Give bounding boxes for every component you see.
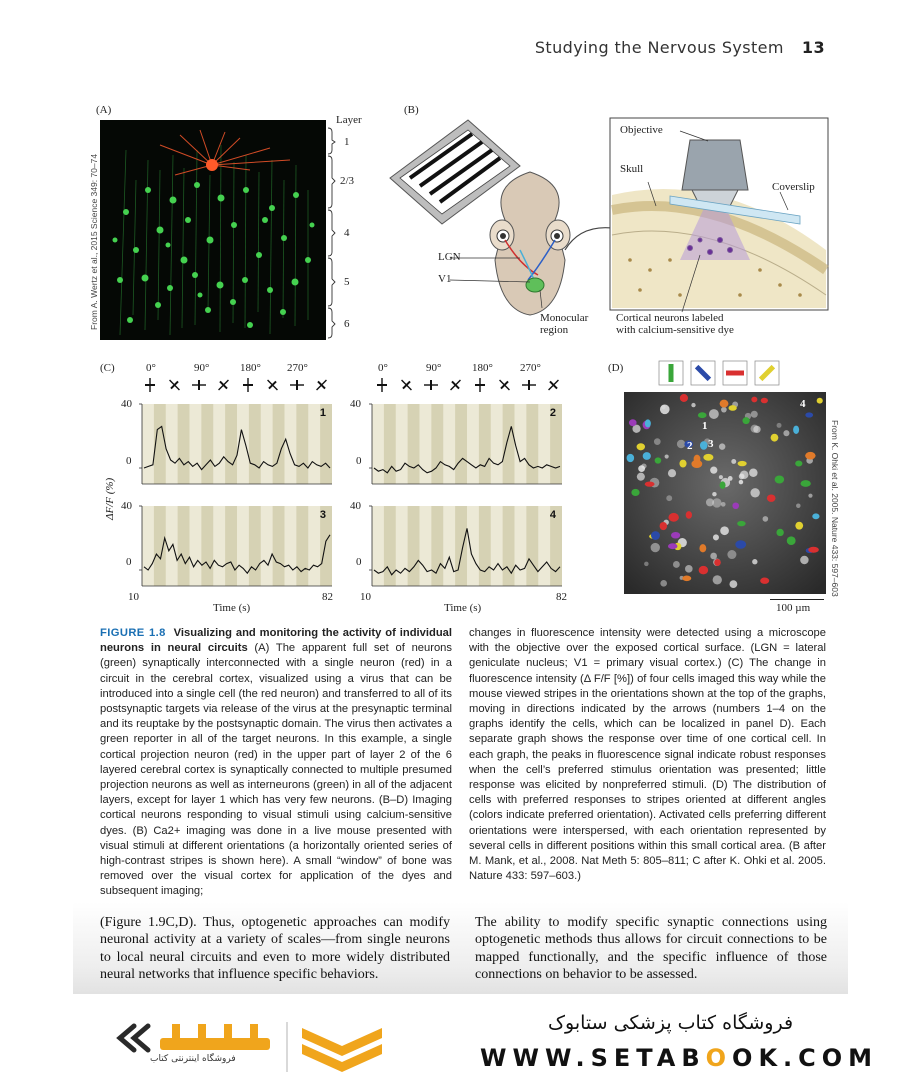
left-xtick-82: 82	[322, 591, 333, 603]
unlabeled-cell	[673, 561, 680, 568]
colored-cell	[668, 543, 677, 549]
stimulus-band	[273, 404, 285, 484]
colored-cell	[699, 544, 706, 552]
colored-cell	[643, 452, 651, 460]
orientation-icon	[398, 377, 415, 394]
unlabeled-cell	[654, 438, 661, 445]
site-accent-o: O	[705, 1044, 733, 1072]
colored-cell	[729, 405, 737, 411]
stimulus-band	[225, 404, 237, 484]
unlabeled-cell	[749, 469, 758, 478]
mouse-head	[490, 172, 570, 315]
colored-cell	[714, 559, 721, 566]
stimulus-band	[296, 506, 308, 586]
stimulus-band	[296, 404, 308, 484]
orient-left-90: 90°	[194, 362, 210, 374]
g3-ytick-40: 40	[121, 500, 132, 512]
unlabeled-cell	[750, 488, 759, 497]
cells-map-svg	[624, 392, 826, 594]
colored-cell	[767, 494, 776, 501]
orientation-icon	[290, 380, 304, 390]
g2-ytick-40: 40	[350, 398, 361, 410]
page-number: 13	[801, 38, 825, 57]
layer-4: 4	[344, 227, 350, 239]
colored-cell	[776, 529, 783, 536]
colored-cell	[795, 522, 803, 530]
unlabeled-cell	[800, 556, 808, 564]
panel-b-diagram	[380, 110, 835, 350]
orient-right-90: 90°	[426, 362, 442, 374]
stimulus-band	[479, 404, 491, 484]
panel-a-credit: From A. Wertz et al., 2015 Science 349: 70–74	[89, 153, 99, 330]
colored-cell	[679, 460, 686, 468]
unlabeled-cell	[668, 469, 676, 477]
cell-number-3: 3	[708, 438, 714, 450]
colored-cell	[805, 412, 813, 417]
colored-cell	[686, 511, 692, 519]
colored-cell	[660, 522, 667, 530]
colored-cell	[668, 513, 678, 522]
stimulus-band	[431, 506, 443, 586]
colored-cell	[645, 419, 651, 427]
colored-cell	[682, 575, 691, 581]
layer-2-3: 2/3	[340, 175, 355, 187]
graph-cell-number: 2	[549, 407, 556, 419]
label-monocular: Monocular	[540, 312, 589, 324]
stripe-monitor	[390, 120, 520, 224]
unlabeled-cell	[763, 516, 769, 522]
colored-cell	[720, 481, 726, 488]
colored-cell	[795, 460, 802, 466]
orientation-icon	[496, 377, 513, 394]
graph-cell-number: 4	[549, 509, 556, 521]
unlabeled-cell	[638, 465, 645, 472]
layer-6: 6	[344, 318, 350, 330]
stimulus-band	[408, 506, 420, 586]
unlabeled-cell	[713, 534, 719, 540]
stripe-legend	[655, 360, 785, 386]
site-part-1: WWW.SETAB	[480, 1044, 706, 1072]
unlabeled-cell	[677, 440, 685, 448]
panel-c-ylabel: ΔF/F (%)	[104, 477, 116, 520]
layer-brackets	[326, 126, 340, 340]
label-v1: V1	[438, 273, 452, 285]
stimulus-band	[503, 506, 515, 586]
unlabeled-cell	[721, 502, 726, 507]
colored-cell	[801, 480, 811, 487]
graph-cell-number: 1	[319, 407, 326, 419]
cell-number-4: 4	[800, 398, 806, 410]
unlabeled-cell	[777, 423, 782, 428]
unlabeled-cell	[752, 559, 757, 564]
unlabeled-cell	[727, 550, 736, 559]
orient-left-180: 180°	[240, 362, 261, 374]
caption-text-2: changes in fluorescence intensity were detected using a microscope with the objective over the exposed cortical surface. (LGN = lateral geniculate nucleus; V1 = primary visual cortex.) (C) The change in fluorescence intensity (Δ F/F [%]) of four cells imaged this way while the mouse viewed stripes in the orientations shown at the top of the graphs, moving in directions indicated by the arrows (numbers 1–4 on the graphs identify the cells, which can be localized in panel D). Each separate graph shows the response over time of one cortical cell. In each graph, the peaks in fluorescence signal indicate robust responses when the cell’s preferred stimulus orientation was presented; little response was elicited by nonpreferred stimuli. (D) The distribution of cells with preferred responses to stripes oriented at different angles (colors indicate preferred orientation). Activated cells preferring different orientations were interspersed, with each orientation represented by several cells in different positions within this small cortical area. (B after M. Mank, et al., 2008. Nat Meth 5: 805–811; C after K. Ohki et al. 2005. Nature 433: 597–603.)	[469, 627, 826, 883]
logo-subtitle: فروشگاه اینترنتی کتاب	[150, 1054, 236, 1064]
colored-cell	[793, 426, 799, 434]
stimulus-band	[273, 506, 285, 586]
unlabeled-cell	[783, 430, 789, 436]
colored-cell	[720, 400, 729, 408]
unlabeled-cell	[637, 473, 645, 481]
body-right-paragraph: The ability to modify specific synaptic connections using optogenetic methods thus allows for circuit connections to be mapped functionally, and the specific influence of those connections on behavior to be assessed.	[475, 915, 827, 983]
orientation-icons-right	[370, 374, 570, 396]
graph-cell-number: 3	[319, 509, 326, 521]
cell-number-1: 1	[702, 420, 708, 432]
panel-b-label: (B)	[404, 104, 419, 116]
panel-c-label: (C)	[100, 362, 115, 374]
unlabeled-cell	[721, 407, 727, 413]
unlabeled-cell	[665, 454, 669, 458]
response-graph	[139, 404, 332, 484]
orient-right-270: 270°	[520, 362, 541, 374]
colored-cell	[637, 443, 645, 450]
colored-cell	[760, 578, 769, 584]
unlabeled-cell	[691, 403, 695, 407]
orientation-icon	[264, 377, 281, 394]
section-title: Studying the Nervous System	[534, 38, 784, 57]
response-graph	[139, 506, 332, 586]
left-xlabel: Time (s)	[213, 602, 251, 614]
right-xtick-10: 10	[360, 591, 371, 603]
orient-left-0: 0°	[146, 362, 156, 374]
g4-ytick-0: 0	[356, 556, 362, 568]
colored-cell	[651, 531, 660, 540]
unlabeled-cell	[710, 467, 717, 474]
response-graph	[369, 404, 562, 484]
stimulus-band	[503, 404, 515, 484]
store-title: فروشگاه کتاب پزشکی ستابوک	[548, 1012, 794, 1034]
stimulus-band	[249, 506, 261, 586]
stimulus-band	[455, 404, 467, 484]
colored-cell	[775, 475, 785, 483]
neuron-micrograph-svg	[100, 120, 326, 340]
label-coverslip: Coverslip	[772, 181, 815, 193]
scale-bar-label: 100 µm	[776, 602, 811, 614]
stimulus-band	[526, 506, 538, 586]
unlabeled-cell	[719, 475, 723, 479]
colored-cell	[671, 532, 680, 539]
panel-a-label: (A)	[96, 104, 112, 116]
stimulus-band	[154, 506, 166, 586]
g1-ytick-40: 40	[121, 398, 132, 410]
orientation-icon	[545, 377, 562, 394]
colored-cell	[817, 398, 823, 404]
orientation-icon	[166, 377, 183, 394]
unlabeled-cell	[751, 425, 759, 433]
unlabeled-cell	[651, 543, 660, 552]
colored-cell	[738, 461, 747, 466]
stimulus-band	[178, 506, 190, 586]
label-lgn: LGN	[438, 251, 461, 263]
panel-a-micrograph	[100, 120, 326, 340]
colored-cell	[761, 398, 768, 403]
unlabeled-cell	[685, 565, 693, 573]
g3-ytick-0: 0	[126, 556, 132, 568]
colored-cell	[737, 521, 745, 526]
colored-cell	[699, 566, 708, 574]
panel-d-label: (D)	[608, 362, 624, 374]
stimulus-band	[431, 404, 443, 484]
label-cortical-2: with calcium-sensitive dye	[616, 324, 734, 336]
colored-cell	[680, 394, 688, 402]
orientation-icons-left	[138, 374, 338, 396]
stimulus-band	[201, 506, 213, 586]
colored-cell	[631, 489, 639, 496]
caption-text-1: (A) The apparent full set of neurons (green) synaptically interconnected with a single neuron (red) in a circuit in the cerebral cortex, visualized using a virus that can be introduced into a single cell (the red neuron) and transferred to all of its postsynaptic targets via release of the virus at the presynaptic terminal and its reuptake by the postsynaptic domain. The virus then activates a green reporter in all of the target neurons. In this example, a single cortical projection neuron (red) in the upper part of layer 2 of the 6 layered cerebral cortex is synaptically connected to multiple presumed projection neurons as well as interneurons (green) in all of the adjacent layers, except for layer 1 which has very few neurons. (B–D) Imaging cortical neurons responding to visual stimuli using calcium-sensitive dyes. (B) Ca2+ imaging was done in a live mouse presented with visual stimuli at different orientations (a horizontally oriented series of high-contrast stripes is shown here). A small “window” of bone was removed over the visual cortex for application of the dyes and subsequent imaging;	[100, 642, 452, 898]
site-part-2: OK.COM	[732, 1044, 879, 1072]
g1-ytick-0: 0	[126, 455, 132, 467]
unlabeled-cell	[719, 443, 725, 449]
figure-number: FIGURE 1.8	[100, 627, 166, 639]
orientation-icon	[447, 377, 464, 394]
unlabeled-cell	[796, 503, 801, 508]
figure-title: Visualizing and monitoring the activity of individual neurons in neural circuits	[100, 627, 452, 655]
legend-stripe	[726, 371, 744, 376]
orientation-icon	[377, 378, 387, 392]
legend-stripe	[669, 364, 674, 382]
colored-cell	[629, 419, 637, 426]
unlabeled-cell	[709, 409, 719, 419]
stimulus-band	[408, 404, 420, 484]
unlabeled-cell	[710, 553, 717, 560]
unlabeled-cell	[731, 459, 736, 464]
unlabeled-cell	[720, 526, 729, 535]
stimulus-band	[249, 404, 261, 484]
body-left-paragraph: (Figure 1.9C,D). Thus, optogenetic approaches can modify neuronal activity at a variety of scales—from single neurons to local neural circuits and even to more widely distributed neural networks that influence specific behaviors.	[100, 915, 450, 983]
orientation-icon	[243, 378, 253, 392]
scale-bar	[770, 599, 824, 600]
colored-cell	[751, 397, 757, 403]
right-xlabel: Time (s)	[444, 602, 482, 614]
orientation-icon	[424, 380, 438, 390]
stimulus-band	[178, 404, 190, 484]
store-website	[480, 1044, 878, 1072]
colored-cell	[700, 441, 708, 450]
unlabeled-cell	[751, 411, 758, 418]
colored-cell	[691, 460, 702, 468]
cortex-inset	[610, 118, 828, 312]
label-skull: Skull	[620, 163, 644, 175]
setabook-logo	[112, 1016, 387, 1076]
colored-cell	[787, 536, 796, 545]
unlabeled-cell	[644, 562, 648, 566]
response-graph	[369, 506, 562, 586]
orientation-icon	[475, 378, 485, 392]
colored-cell	[808, 547, 819, 553]
stimulus-band	[201, 404, 213, 484]
orientation-icon	[145, 378, 155, 392]
colored-cell	[735, 540, 746, 549]
orient-left-270: 270°	[287, 362, 308, 374]
stimulus-band	[455, 506, 467, 586]
unlabeled-cell	[729, 580, 737, 588]
layer-5: 5	[344, 276, 350, 288]
label-region: region	[540, 324, 569, 336]
g2-ytick-0: 0	[356, 455, 362, 467]
right-xtick-82: 82	[556, 591, 567, 603]
layer-title: Layer	[336, 114, 362, 126]
g4-ytick-40: 40	[350, 500, 361, 512]
colored-cell	[742, 417, 749, 424]
stimulus-band	[526, 404, 538, 484]
left-xtick-10: 10	[128, 591, 139, 603]
stimulus-band	[225, 506, 237, 586]
caption-column-1	[100, 626, 452, 900]
colored-cell	[805, 452, 815, 460]
orient-right-0: 0°	[378, 362, 388, 374]
unlabeled-cell	[712, 492, 716, 496]
colored-cell	[645, 482, 655, 487]
label-objective: Objective	[620, 124, 663, 136]
stimulus-band	[384, 506, 396, 586]
panel-c-graphs	[118, 396, 578, 596]
orientation-icon	[522, 380, 536, 390]
running-header	[535, 38, 825, 57]
unlabeled-cell	[660, 580, 667, 587]
orientation-icon	[192, 380, 206, 390]
colored-cell	[732, 502, 739, 509]
colored-cell	[703, 454, 713, 461]
colored-cell	[655, 457, 662, 463]
colored-cell	[812, 513, 819, 519]
caption-column-2	[469, 626, 826, 884]
stimulus-band	[479, 506, 491, 586]
orientation-icon	[215, 377, 232, 394]
cell-number-2: 2	[687, 440, 693, 452]
panel-d-credit: From K. Ohki et al. 2005. Nature 433: 597–603	[830, 420, 840, 597]
unlabeled-cell	[713, 575, 722, 584]
label-cortical-1: Cortical neurons labeled	[616, 312, 724, 324]
colored-cell	[627, 454, 635, 462]
unlabeled-cell	[808, 494, 812, 498]
panel-d-image	[624, 392, 826, 594]
unlabeled-cell	[712, 498, 721, 507]
layer-1: 1	[344, 136, 350, 148]
orientation-icon	[313, 377, 330, 394]
unlabeled-cell	[666, 495, 672, 501]
unlabeled-cell	[739, 480, 744, 485]
orient-right-180: 180°	[472, 362, 493, 374]
unlabeled-cell	[740, 470, 749, 479]
colored-cell	[698, 412, 707, 418]
unlabeled-cell	[661, 405, 665, 409]
colored-cell	[771, 434, 779, 442]
